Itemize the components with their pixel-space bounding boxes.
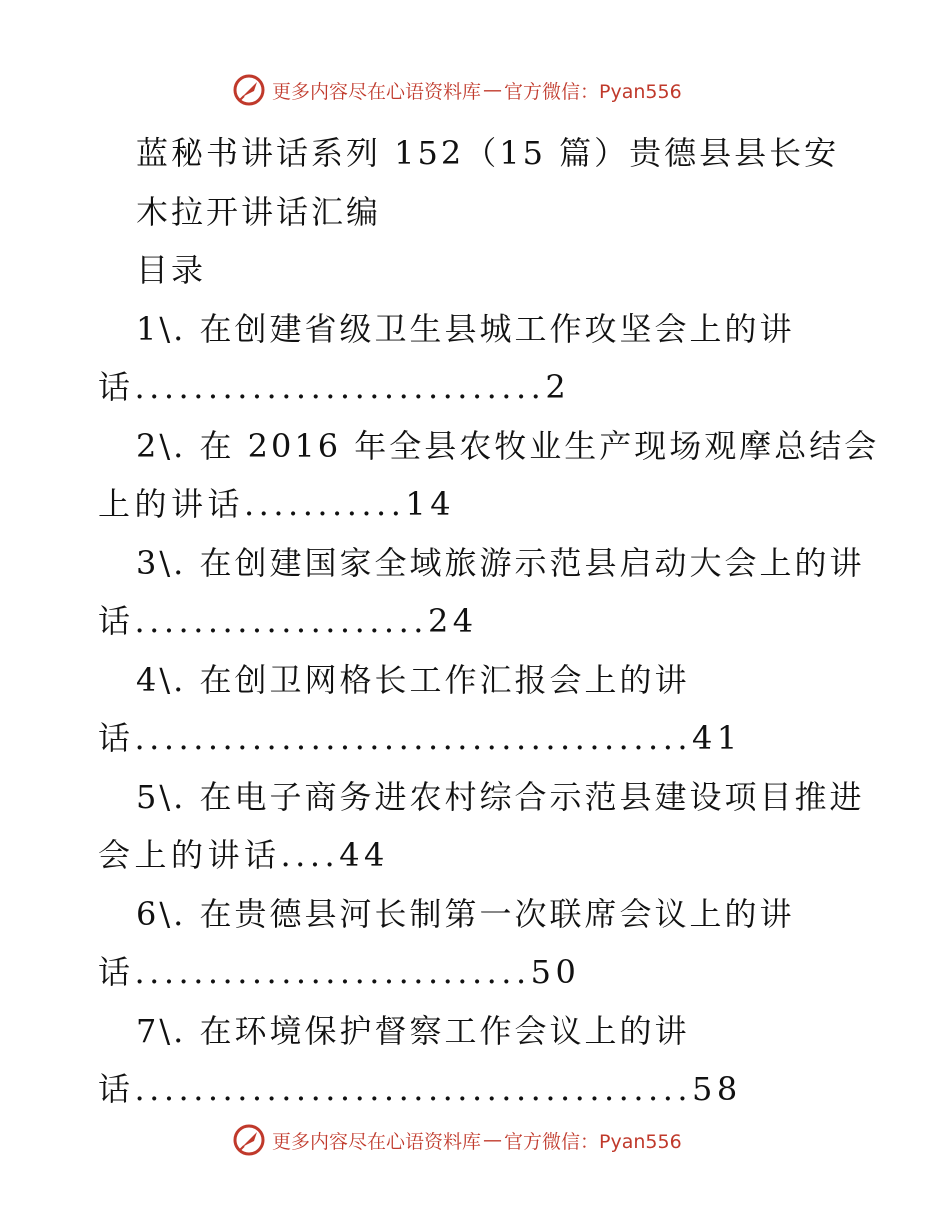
- toc-heading: 目录: [136, 251, 207, 289]
- toc-entry-2-page: 上的讲话...........14: [98, 485, 456, 523]
- toc-entry-7-title: 7\. 在环境保护督察工作会议上的讲: [136, 1011, 690, 1050]
- footer-banner: [232, 1120, 712, 1160]
- toc-entry-1-page: 话............................2: [98, 368, 571, 406]
- banner-separator: —: [483, 79, 503, 101]
- toc-entry-5-page: 会上的讲话....44: [98, 836, 389, 874]
- toc-entry-1-title: 1\. 在创建省级卫生县城工作攻坚会上的讲: [136, 309, 795, 348]
- toc-entry-6-page: 话...........................50: [98, 953, 581, 991]
- toc-entry-3-title: 3\. 在创建国家全域旅游示范县启动大会上的讲: [136, 543, 865, 582]
- toc-entry-6-title: 6\. 在贵德县河长制第一次联席会议上的讲: [136, 894, 795, 933]
- toc-entry-3-page: 话....................24: [98, 602, 478, 640]
- document-title-line-2: 木拉开讲话汇编: [136, 192, 382, 231]
- toc-entry-7-page: 话......................................58: [98, 1070, 742, 1108]
- banner-wechat-text: 官方微信：Pyan556: [504, 80, 682, 103]
- quill-logo-icon: [232, 1123, 266, 1157]
- document-title-line-1: 蓝秘书讲话系列 152（15 篇）贵德县县长安: [136, 134, 840, 172]
- banner-main-text: 更多内容尽在心语资料库: [272, 1130, 482, 1153]
- header-banner: [232, 70, 712, 110]
- banner-wechat-text: 官方微信：Pyan556: [504, 1130, 682, 1153]
- toc-entry-4-page: 话......................................41: [98, 719, 742, 757]
- banner-separator: —: [483, 1129, 503, 1151]
- banner-main-text: 更多内容尽在心语资料库: [272, 80, 482, 103]
- toc-entry-2-title: 2\. 在 2016 年全县农牧业生产现场观摩总结会: [136, 426, 880, 465]
- toc-entry-5-title: 5\. 在电子商务进农村综合示范县建设项目推进: [136, 777, 865, 816]
- toc-entry-4-title: 4\. 在创卫网格长工作汇报会上的讲: [136, 660, 690, 699]
- document-body: [98, 124, 880, 1119]
- quill-logo-icon: [232, 73, 266, 107]
